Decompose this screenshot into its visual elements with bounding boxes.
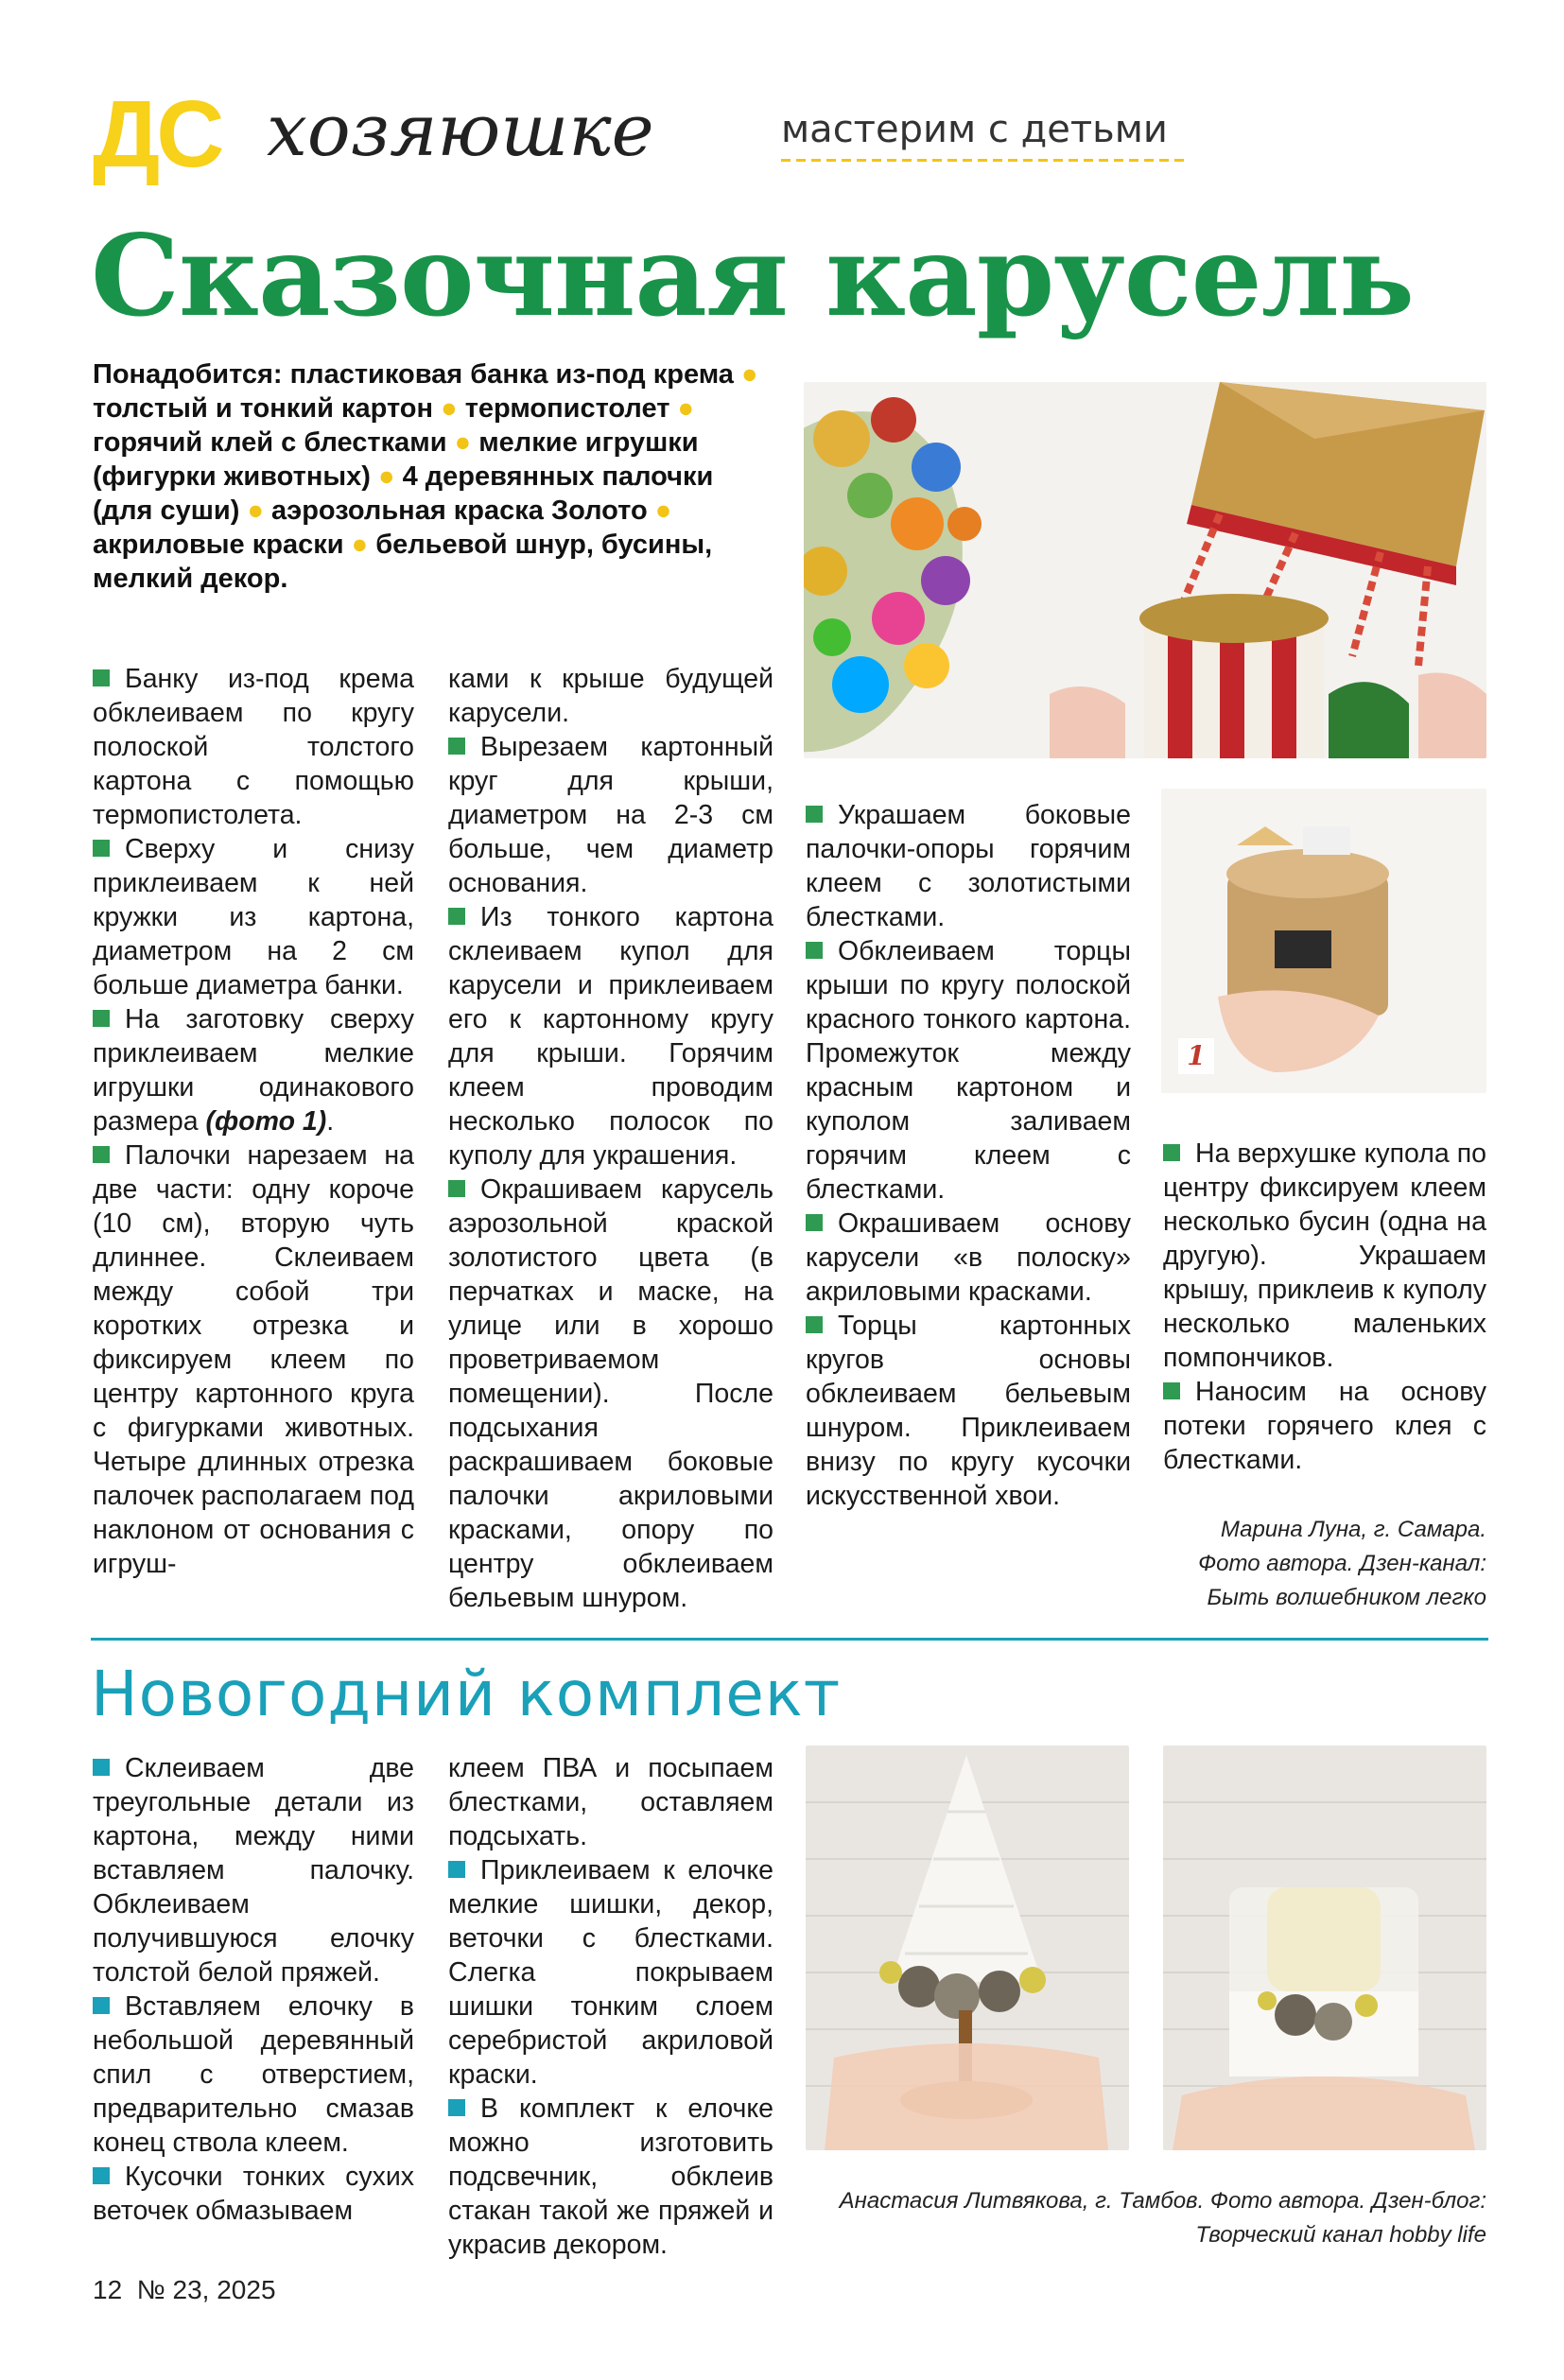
section-divider bbox=[91, 1638, 1488, 1641]
bullet-icon bbox=[1163, 1144, 1180, 1161]
credit-line: Быть волшебником легко bbox=[1207, 1585, 1486, 1610]
article2-column-1 bbox=[93, 1751, 414, 2228]
credit-line: Творческий канал hobby life bbox=[1195, 2222, 1486, 2248]
paragraph: Вырезаем картонный круг для крыши, диаметром на 2-3 см больше, чем диаметр основания. bbox=[448, 732, 773, 898]
paragraph: Банку из-под крема обклеиваем по кругу полоской толстого картона с помощью термопистолета. bbox=[93, 664, 414, 830]
material-item: акриловые краски bbox=[93, 530, 344, 560]
bullet-icon bbox=[806, 806, 823, 823]
material-item: 4 деревянных палочки (для суши) bbox=[93, 461, 714, 526]
article2-title: Новогодний комплект bbox=[91, 1658, 842, 1730]
material-item: толстый и тонкий картон bbox=[93, 393, 434, 424]
paragraph: ками к крыше будущей карусели. bbox=[448, 664, 773, 728]
material-item: Понадобится: пластиковая банка из-под крема bbox=[93, 359, 734, 390]
paragraph: На верхушке купола по центру фиксируем клеем несколько бусин (одна на другую). Украшаем крышу, приклеив к куполу несколько маленьких помпончиков. bbox=[1163, 1138, 1486, 1373]
credit-line: Марина Луна, г. Самара. bbox=[1220, 1517, 1486, 1542]
material-item: аэрозольная краска Золото bbox=[271, 495, 648, 526]
article1-credit bbox=[1116, 1513, 1486, 1615]
issue-number: № 23, 2025 bbox=[136, 2275, 276, 2304]
paragraph: Склеиваем две треугольные детали из картона, между ними вставляем палочку. Обклеиваем получившуюся елочку толстой белой пряжей. bbox=[93, 1753, 414, 1988]
paragraph: Обклеиваем торцы крыши по кругу полоской красного тонкого картона. Промежуток между красным картоном и куполом заливаем горячим клеем с блестками. bbox=[806, 936, 1131, 1205]
page-number: 12 bbox=[93, 2275, 123, 2304]
article-title: Сказочная карусель bbox=[91, 210, 1414, 341]
bullet-icon bbox=[448, 2099, 465, 2116]
paragraph: Наносим на основу потеки горячего клея с блестками. bbox=[1163, 1377, 1486, 1475]
article1-column-2 bbox=[448, 662, 773, 1615]
paragraph: В комплект к елочке можно изготовить подсвечник, обклеив стакан такой же пряжей и украсив декором. bbox=[448, 2093, 773, 2260]
materials-list: Понадобится: пластиковая банка из-под крема ● толстый и тонкий картон ● термопистолет ● горячий клей с блестками ● мелкие игрушки (фигурки животных) ● 4 деревянных палочки (для суши) ● аэрозольная краска Золото ● акриловые краски ● бельевой шнур, бусины, мелкий декор. bbox=[93, 359, 758, 594]
carousel-photo bbox=[804, 382, 1486, 758]
bullet-icon bbox=[93, 840, 110, 857]
bullet-icon bbox=[806, 942, 823, 959]
article1-column-1: Банку из-под крема обклеиваем по кругу полоской толстого картона с помощью термопистолета. Сверху и снизу приклеиваем к ней кружки из картона, диаметром на 2 см больше диаметра банки. На заготовку сверху приклеиваем мелкие игрушки одинакового размера (фото 1). Палочки нарезаем на две части: одну короче (10 см), вторую чуть длиннее. Склеиваем между собой три коротких отрезка и фиксируем клеем по центру картонного круга с фигурками животных. Четыре длинных отрезка палочек располагаем под наклоном от основания с игруш- bbox=[93, 664, 414, 1579]
photo-reference: (фото 1) bbox=[205, 1106, 327, 1137]
paragraph: Окрашиваем карусель аэрозольной краской золотистого цвета (в перчатках и маске, на улице или в хорошо проветриваемом помещении). После подсыхания раскрашиваем боковые палочки акриловыми красками, опору по центру обклеиваем бельевым шнуром. bbox=[448, 1174, 773, 1613]
paragraph: Приклеиваем к елочке мелкие шишки, декор, веточки с блестками. Слегка покрываем шишки тонким слоем серебристой акриловой краски. bbox=[448, 1855, 773, 2090]
bullet-icon bbox=[448, 1861, 465, 1878]
paragraph: Из тонкого картона склеиваем купол для карусели и приклеиваем его к картонному кругу для крыши. Горячим клеем проводим несколько полосок по куполу для украшения. bbox=[448, 902, 773, 1171]
article1-column-3 bbox=[806, 798, 1131, 1513]
candle-holder-photo bbox=[1163, 1746, 1486, 2150]
paragraph: На заготовку сверху приклеиваем мелкие игрушки одинакового размера bbox=[93, 1004, 414, 1137]
material-item: бельевой шнур, бусины, мелкий декор. bbox=[93, 530, 713, 594]
paragraph: Окрашиваем основу карусели «в полоску» акриловыми красками. bbox=[806, 1208, 1131, 1307]
paragraph: Палочки нарезаем на две части: одну короче (10 см), вторую чуть длиннее. Склеиваем между собой три коротких отрезка и фиксируем клеем по центру картонного круга с фигурками животных. Четыре длинных отрезка палочек располагаем под наклоном от основания с игруш- bbox=[93, 1140, 414, 1579]
bullet-icon bbox=[93, 1759, 110, 1776]
bullet-icon bbox=[448, 738, 465, 755]
article1-column-4 bbox=[1163, 1137, 1486, 1477]
paragraph: Сверху и снизу приклеиваем к ней кружки из картона, диаметром на 2 см больше диаметра банки. bbox=[93, 834, 414, 1000]
page-footer bbox=[93, 2273, 276, 2307]
subsection-title: мастерим с детьми bbox=[781, 108, 1168, 151]
bullet-icon bbox=[448, 1180, 465, 1197]
article2-credit bbox=[756, 2184, 1486, 2252]
credit-line: Фото автора. Дзен-канал: bbox=[1198, 1551, 1486, 1576]
material-item: горячий клей с блестками bbox=[93, 427, 447, 458]
paragraph: Кусочки тонких сухих веточек обмазываем bbox=[93, 2162, 414, 2226]
bullet-icon bbox=[93, 1010, 110, 1027]
photo-1 bbox=[1161, 789, 1486, 1093]
paragraph: Торцы картонных кругов основы обклеиваем бельевым шнуром. Приклеиваем внизу по кругу кусочки искусственной хвои. bbox=[806, 1311, 1131, 1511]
magazine-logo: ДС bbox=[93, 81, 221, 187]
material-item: мелкие игрушки (фигурки животных) bbox=[93, 427, 699, 492]
paragraph: клеем ПВА и посыпаем блестками, оставляем подсыхать. bbox=[448, 1753, 773, 1851]
credit-line: Анастасия Литвякова, г. Тамбов. Фото автора. Дзен-блог: bbox=[839, 2188, 1486, 2214]
bullet-icon bbox=[93, 1997, 110, 2014]
paragraph: Украшаем боковые палочки-опоры горячим клеем с золотистыми блестками. bbox=[806, 800, 1131, 932]
bullet-icon bbox=[1163, 1382, 1180, 1399]
bullet-icon bbox=[93, 2167, 110, 2184]
subsection-underline bbox=[781, 159, 1188, 162]
paragraph: Вставляем елочку в небольшой деревянный спил с отверстием, предварительно смазав конец ствола клеем. bbox=[93, 1991, 414, 2158]
section-title: хозяюшке bbox=[267, 88, 654, 172]
bullet-icon bbox=[93, 669, 110, 686]
photo-number: 1 bbox=[1178, 1038, 1214, 1074]
bullet-icon bbox=[806, 1214, 823, 1231]
bullet-icon bbox=[448, 908, 465, 925]
article2-column-2 bbox=[448, 1751, 773, 2262]
yarn-tree-photo bbox=[806, 1746, 1129, 2150]
material-item: термопистолет bbox=[464, 393, 670, 424]
bullet-icon bbox=[806, 1316, 823, 1333]
bullet-icon bbox=[93, 1146, 110, 1163]
